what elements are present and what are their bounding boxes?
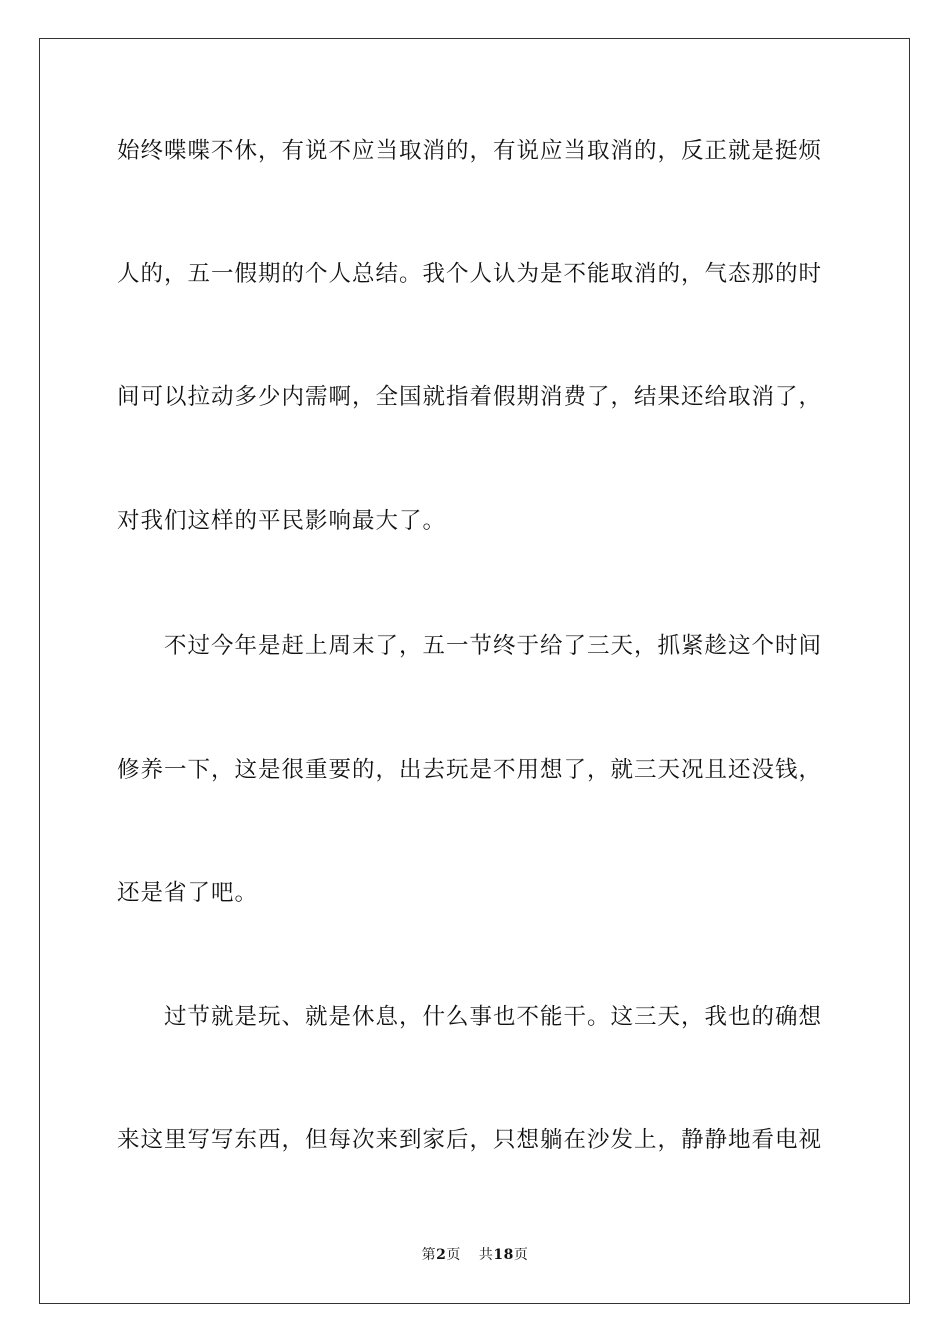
text-line-3: 间可以拉动多少内需啊，全国就指着假期消费了，结果还给取消了， xyxy=(117,384,823,410)
text-line-7: 还是省了吧。 xyxy=(117,880,259,906)
total-prefix: 共 xyxy=(478,1247,494,1263)
page-number: 2 xyxy=(436,1247,447,1263)
text-line-9: 来这里写写东西，但每次来到家后，只想躺在沙发上，静静地看电视 xyxy=(117,1127,823,1153)
page-border xyxy=(39,38,910,1304)
text-line-4: 对我们这样的平民影响最大了。 xyxy=(117,508,447,534)
text-line-5: 不过今年是赶上周末了，五一节终于给了三天，抓紧趁这个时间 xyxy=(164,633,823,659)
text-line-1: 始终喋喋不休，有说不应当取消的，有说应当取消的，反正就是挺烦 xyxy=(117,138,823,164)
total-pages: 18 xyxy=(493,1247,514,1263)
total-suffix: 页 xyxy=(513,1247,529,1263)
text-line-6: 修养一下，这是很重要的，出去玩是不用想了，就三天况且还没钱， xyxy=(117,757,823,783)
page-footer xyxy=(0,1245,950,1265)
text-line-8: 过节就是玩、就是休息，什么事也不能干。这三天，我也的确想 xyxy=(164,1004,823,1030)
text-line-2: 人的，五一假期的个人总结。我个人认为是不能取消的，气态那的时 xyxy=(117,261,823,287)
page-prefix: 第 xyxy=(421,1247,437,1263)
page-suffix: 页 xyxy=(446,1247,461,1263)
